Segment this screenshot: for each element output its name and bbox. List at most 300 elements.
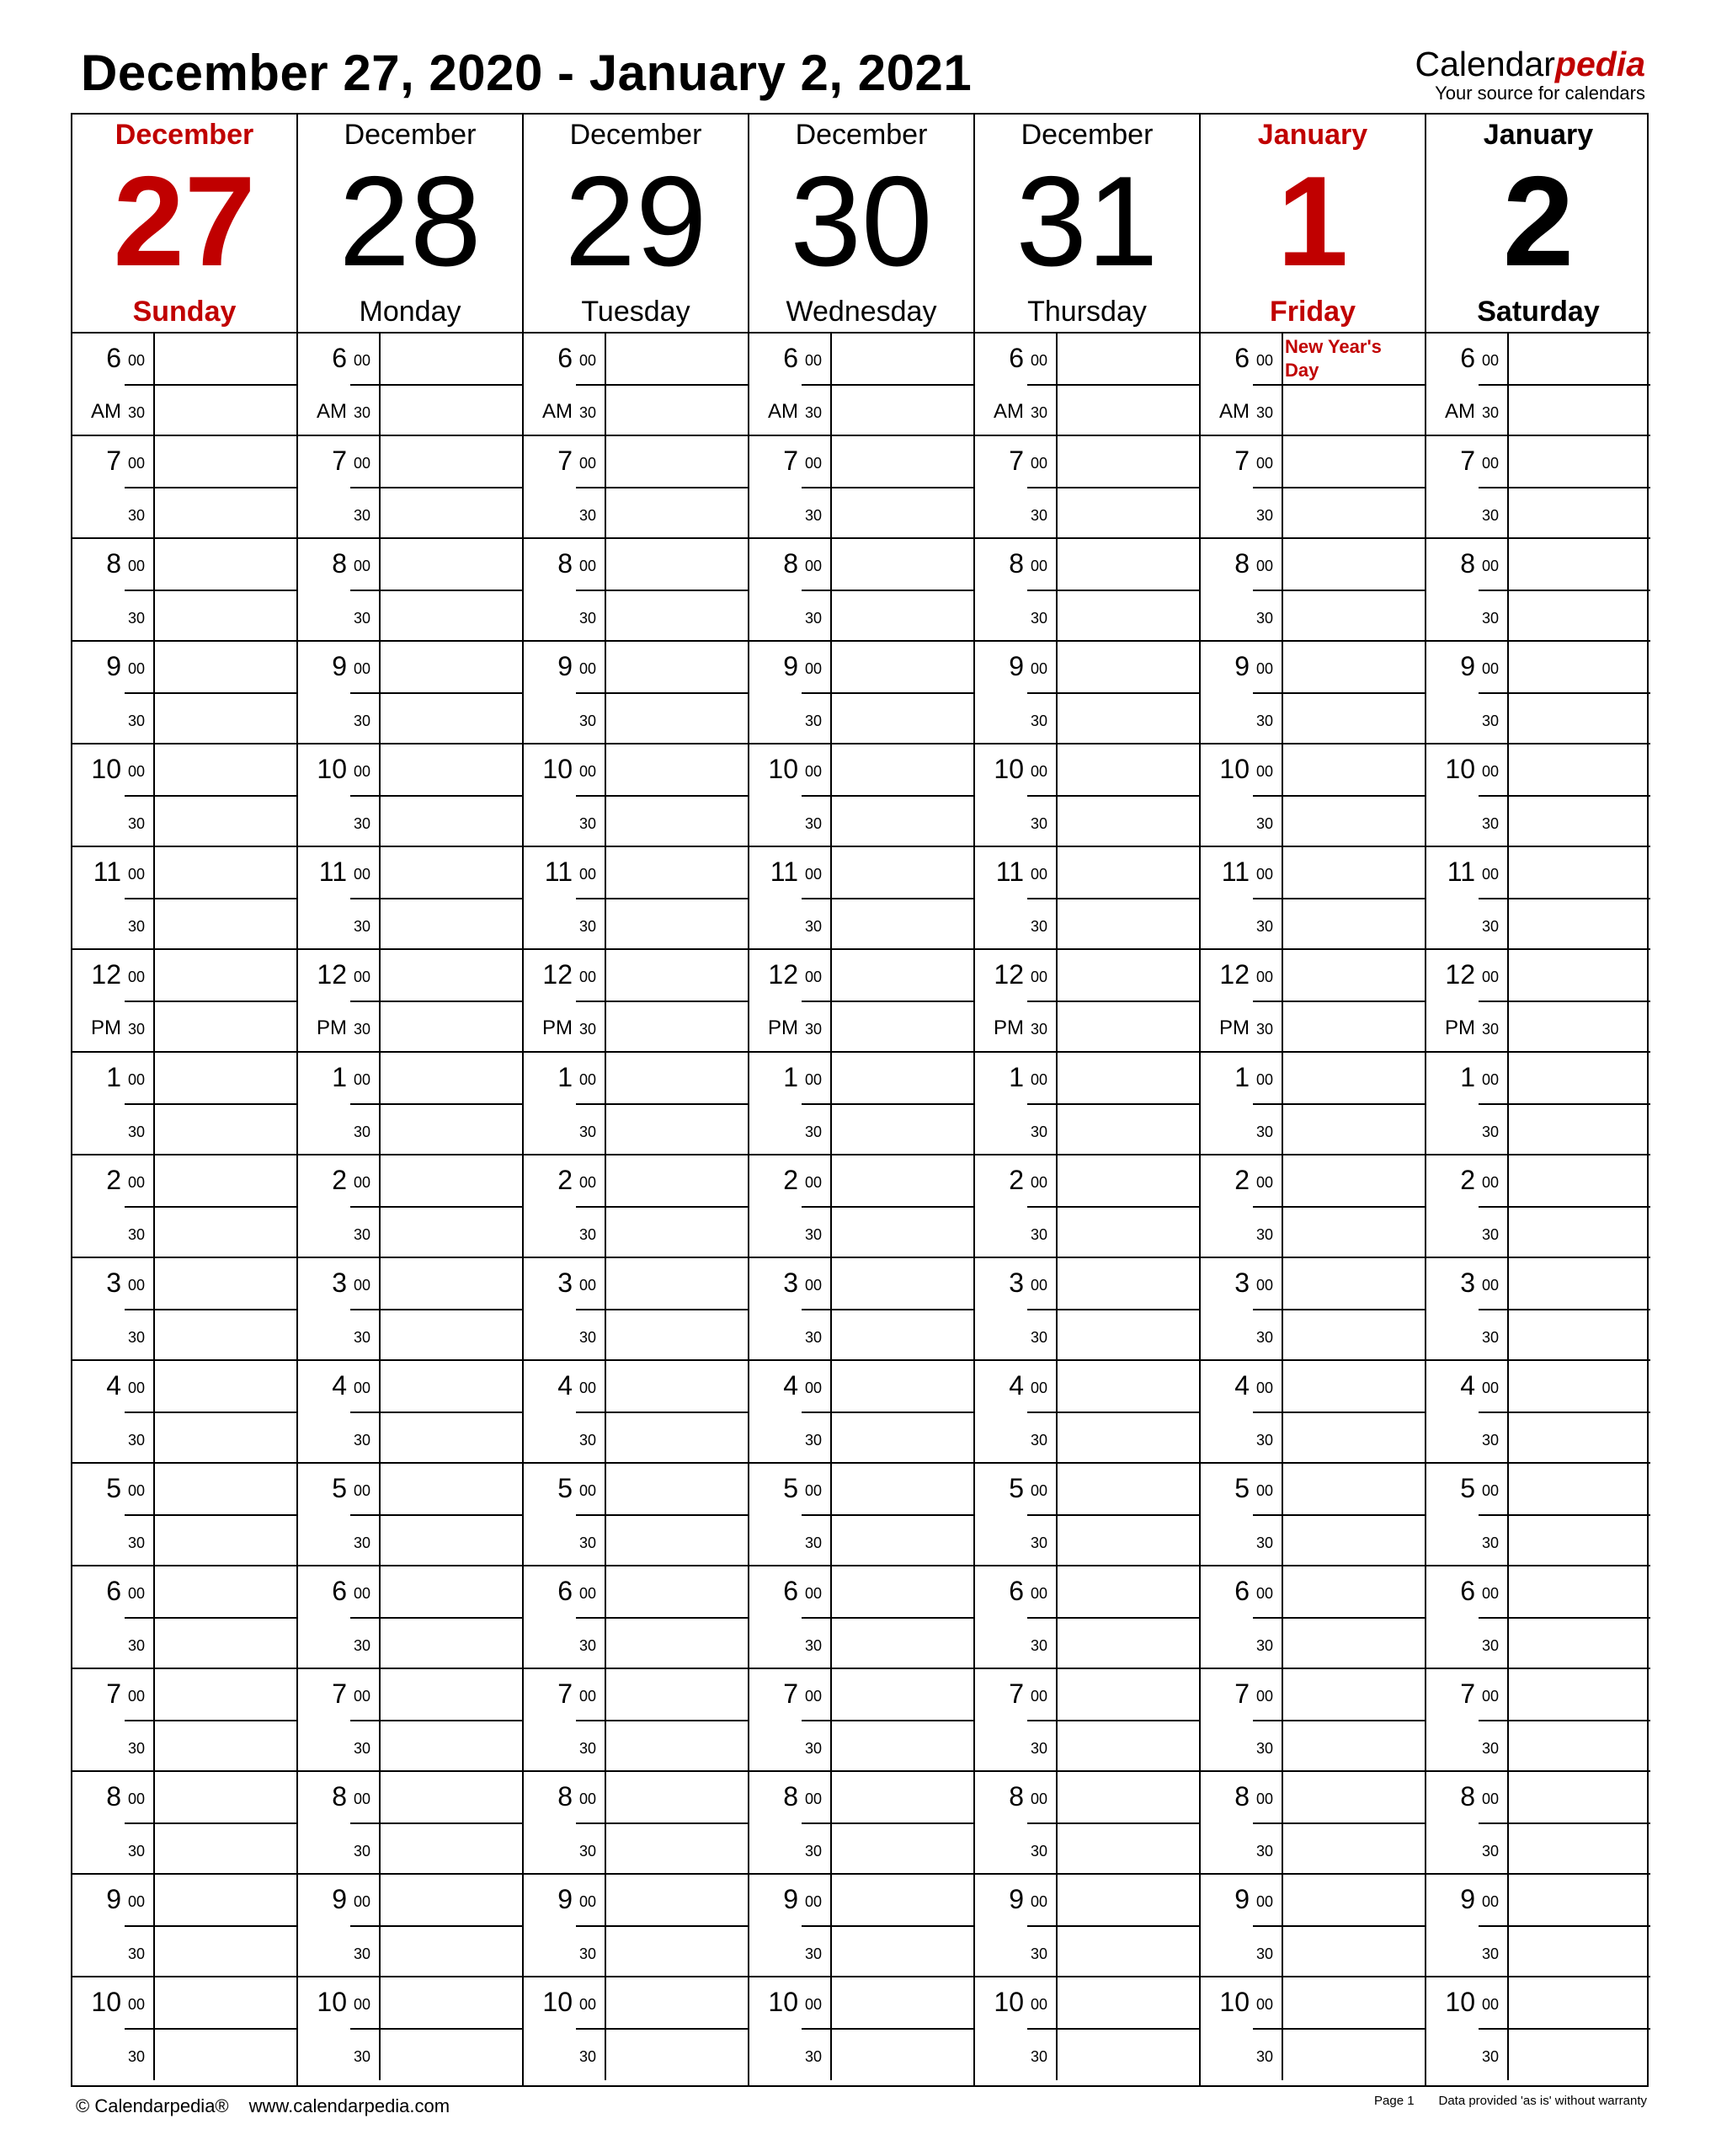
half-hour-divider — [125, 1925, 296, 1927]
hour-label: 8 — [1234, 1781, 1250, 1812]
hour-slot[interactable] — [749, 1669, 973, 1772]
half-hour-divider — [576, 384, 748, 386]
time-column-divider — [605, 1875, 606, 1976]
hour-slot[interactable] — [1201, 1977, 1425, 2080]
time-column-divider — [1056, 642, 1058, 743]
half-hour-divider — [576, 1720, 748, 1721]
hour-label: 9 — [106, 1884, 121, 1914]
hour-slot[interactable] — [524, 847, 748, 950]
time-column-divider — [153, 1258, 155, 1359]
hour-label: 6 — [783, 343, 798, 373]
footer-page-number: Page 1 — [1374, 2094, 1415, 2108]
hour-slot[interactable] — [1201, 1258, 1425, 1361]
hour-slot[interactable] — [749, 642, 973, 744]
hour-slot[interactable] — [524, 1566, 748, 1669]
hour-slot[interactable] — [524, 744, 748, 847]
minute-label-00: 00 — [579, 1174, 597, 1191]
hour-slot[interactable] — [298, 1361, 522, 1464]
time-column-divider — [830, 950, 832, 1051]
day-number: 27 — [113, 150, 256, 293]
half-hour-divider — [576, 898, 748, 899]
hour-label: 10 — [542, 1987, 573, 2017]
minute-label-30: 30 — [805, 815, 823, 832]
time-column-divider — [1056, 1566, 1058, 1668]
day-weekday-label: Monday — [359, 296, 461, 328]
hour-slot[interactable] — [298, 436, 522, 539]
hour-slot[interactable] — [1426, 1258, 1650, 1361]
brand-logo — [1415, 45, 1645, 104]
hour-label: 6 — [332, 343, 347, 373]
hour-slot[interactable] — [72, 847, 296, 950]
half-hour-divider — [350, 1514, 522, 1516]
hour-slot[interactable] — [298, 1875, 522, 1977]
half-hour-divider — [350, 898, 522, 899]
time-column-divider — [1282, 1875, 1283, 1976]
minute-label-30: 30 — [1482, 2048, 1500, 2065]
hour-slot[interactable] — [749, 1464, 973, 1566]
minute-label-00: 00 — [579, 763, 597, 780]
hour-slot[interactable] — [1201, 950, 1425, 1053]
hour-slot[interactable] — [524, 1258, 748, 1361]
minute-label-30: 30 — [1256, 1329, 1274, 1346]
hour-slot[interactable] — [975, 847, 1199, 950]
time-column-divider — [605, 1464, 606, 1565]
time-column-divider — [605, 1772, 606, 1873]
hour-label: 4 — [783, 1370, 798, 1401]
hour-label: 7 — [783, 446, 798, 476]
day-month-label: January — [1257, 119, 1368, 151]
minute-label-00: 00 — [1256, 763, 1274, 780]
minute-label-00: 00 — [354, 352, 371, 369]
hour-slot[interactable] — [1426, 744, 1650, 847]
hour-slot[interactable] — [1426, 1053, 1650, 1155]
minute-label-30: 30 — [579, 1226, 597, 1243]
hour-label: 11 — [93, 857, 121, 887]
hour-slot[interactable] — [749, 847, 973, 950]
half-hour-divider — [802, 487, 973, 488]
hour-slot[interactable] — [975, 334, 1199, 436]
hour-slot[interactable] — [749, 1053, 973, 1155]
hour-slot[interactable] — [72, 436, 296, 539]
hour-slot[interactable] — [975, 1053, 1199, 1155]
time-column-divider — [379, 847, 381, 948]
minute-label-30: 30 — [1482, 1534, 1500, 1551]
minute-label-30: 30 — [128, 1637, 146, 1654]
half-hour-divider — [1479, 590, 1650, 591]
time-column-divider — [153, 1155, 155, 1257]
hour-slot[interactable] — [1201, 1669, 1425, 1772]
time-column-divider — [1282, 744, 1283, 846]
hour-slot[interactable] — [975, 642, 1199, 744]
minute-label-30: 30 — [805, 610, 823, 627]
hour-slot[interactable] — [975, 1464, 1199, 1566]
am-pm-label: PM — [542, 1017, 573, 1039]
hour-slot[interactable] — [72, 1361, 296, 1464]
hour-slot[interactable] — [72, 1875, 296, 1977]
hour-slot[interactable] — [524, 1977, 748, 2080]
hour-slot[interactable] — [975, 539, 1199, 642]
hour-label: 5 — [106, 1473, 121, 1503]
minute-label-30: 30 — [579, 918, 597, 935]
hour-slot[interactable] — [1426, 950, 1650, 1053]
am-pm-label: AM — [994, 400, 1024, 423]
half-hour-divider — [1027, 1001, 1199, 1002]
minute-label-30: 30 — [1031, 1432, 1048, 1449]
hour-label: 2 — [557, 1165, 573, 1195]
hour-slot[interactable] — [72, 642, 296, 744]
hour-slot[interactable] — [72, 334, 296, 436]
hour-slot[interactable] — [72, 950, 296, 1053]
minute-label-30: 30 — [805, 1021, 823, 1038]
hour-slot[interactable] — [749, 1155, 973, 1258]
hour-slot[interactable] — [975, 1772, 1199, 1875]
hour-slot[interactable] — [1201, 1155, 1425, 1258]
hour-label: 7 — [332, 446, 347, 476]
footer-website-link[interactable]: www.calendarpedia.com — [248, 2095, 450, 2116]
hour-slot[interactable] — [1426, 1566, 1650, 1669]
hour-slot[interactable] — [975, 1566, 1199, 1669]
hour-label: 9 — [332, 1884, 347, 1914]
minute-label-30: 30 — [1031, 1329, 1048, 1346]
minute-label-00: 00 — [579, 1482, 597, 1499]
hour-label: 12 — [542, 959, 573, 990]
minute-label-00: 00 — [128, 866, 146, 883]
minute-label-00: 00 — [1256, 1071, 1274, 1088]
hour-slot[interactable] — [72, 1566, 296, 1669]
minute-label-00: 00 — [1482, 1790, 1500, 1807]
hour-slot[interactable] — [1201, 334, 1425, 436]
hour-slot[interactable] — [298, 1053, 522, 1155]
minute-label-00: 00 — [805, 969, 823, 985]
hour-slot[interactable] — [298, 1258, 522, 1361]
hour-slot[interactable] — [72, 1772, 296, 1875]
hour-label: 5 — [1009, 1473, 1024, 1503]
hour-slot[interactable] — [749, 744, 973, 847]
half-hour-divider — [125, 384, 296, 386]
hour-slot[interactable] — [975, 436, 1199, 539]
footer-copyright: © Calendarpedia® — [76, 2095, 229, 2116]
day-weekday-label: Wednesday — [786, 296, 937, 328]
half-hour-divider — [802, 1206, 973, 1208]
hour-slot[interactable] — [72, 1155, 296, 1258]
time-column-divider — [605, 1155, 606, 1257]
minute-label-30: 30 — [354, 1945, 371, 1962]
hour-label: 9 — [783, 1884, 798, 1914]
hour-slot[interactable] — [975, 744, 1199, 847]
hour-slot[interactable] — [1426, 1875, 1650, 1977]
hour-slot[interactable] — [72, 744, 296, 847]
half-hour-divider — [1479, 2028, 1650, 2030]
day-number: 1 — [1276, 150, 1349, 293]
time-column-divider — [830, 1772, 832, 1873]
hour-slot[interactable] — [975, 1669, 1199, 1772]
hour-slot[interactable] — [1426, 1155, 1650, 1258]
minute-label-00: 00 — [1482, 1996, 1500, 2013]
half-hour-divider — [1253, 487, 1425, 488]
half-hour-divider — [1027, 1617, 1199, 1619]
minute-label-00: 00 — [1031, 352, 1048, 369]
day-header — [1201, 115, 1425, 334]
hour-label: 8 — [332, 548, 347, 579]
half-hour-divider — [1253, 1822, 1425, 1824]
hour-slot[interactable] — [1201, 1053, 1425, 1155]
hour-slot[interactable] — [298, 1566, 522, 1669]
time-column-divider — [1056, 1669, 1058, 1770]
hour-slot[interactable] — [1426, 1669, 1650, 1772]
minute-label-00: 00 — [354, 1893, 371, 1910]
time-column-divider — [153, 1772, 155, 1873]
hour-label: 6 — [1234, 343, 1250, 373]
hour-label: 5 — [1234, 1473, 1250, 1503]
half-hour-divider — [1479, 1514, 1650, 1516]
time-column-divider — [1507, 1155, 1509, 1257]
minute-label-30: 30 — [1256, 2048, 1274, 2065]
hour-slot[interactable] — [1201, 1772, 1425, 1875]
hour-slot[interactable] — [72, 1669, 296, 1772]
minute-label-00: 00 — [1482, 1893, 1500, 1910]
minute-label-00: 00 — [1482, 660, 1500, 677]
minute-label-00: 00 — [354, 763, 371, 780]
hour-slot[interactable] — [298, 334, 522, 436]
hour-slot[interactable] — [749, 539, 973, 642]
time-column-divider — [1507, 642, 1509, 743]
am-pm-label: PM — [768, 1017, 798, 1039]
hour-label: 8 — [783, 1781, 798, 1812]
minute-label-30: 30 — [579, 1021, 597, 1038]
hour-slot[interactable] — [1201, 436, 1425, 539]
minute-label-30: 30 — [1031, 1637, 1048, 1654]
minute-label-00: 00 — [1031, 1996, 1048, 2013]
hour-slot[interactable] — [749, 1566, 973, 1669]
minute-label-30: 30 — [128, 918, 146, 935]
minute-label-30: 30 — [1031, 712, 1048, 729]
hour-slot[interactable] — [298, 1977, 522, 2080]
minute-label-00: 00 — [579, 1277, 597, 1294]
hour-slot[interactable] — [524, 1155, 748, 1258]
time-column-divider — [1056, 1977, 1058, 2080]
day-column — [749, 115, 975, 2085]
hour-slot[interactable] — [298, 744, 522, 847]
time-column-divider — [1507, 1361, 1509, 1462]
hour-slot[interactable] — [749, 1361, 973, 1464]
hour-slot[interactable] — [1201, 744, 1425, 847]
hour-slot[interactable] — [298, 950, 522, 1053]
hour-label: 7 — [1234, 446, 1250, 476]
minute-label-00: 00 — [805, 1174, 823, 1191]
minute-label-30: 30 — [805, 1843, 823, 1860]
minute-label-00: 00 — [579, 969, 597, 985]
minute-label-00: 00 — [1256, 1482, 1274, 1499]
hour-slot[interactable] — [749, 1258, 973, 1361]
time-column-divider — [830, 1464, 832, 1565]
minute-label-00: 00 — [579, 1790, 597, 1807]
minute-label-00: 00 — [128, 1380, 146, 1396]
time-column-divider — [379, 642, 381, 743]
time-column-divider — [379, 1669, 381, 1770]
hour-label: 6 — [1009, 343, 1024, 373]
hour-slot[interactable] — [1201, 1464, 1425, 1566]
hour-slot[interactable] — [749, 1875, 973, 1977]
hour-slot[interactable] — [298, 1772, 522, 1875]
hour-slot[interactable] — [1426, 1464, 1650, 1566]
footer-disclaimer: Data provided 'as is' without warranty — [1438, 2094, 1647, 2108]
minute-label-30: 30 — [579, 610, 597, 627]
hour-label: 7 — [332, 1678, 347, 1709]
hour-slot[interactable] — [1426, 1977, 1650, 2080]
hour-slot[interactable] — [975, 1361, 1199, 1464]
hour-slot[interactable] — [1201, 1875, 1425, 1977]
hour-slot[interactable] — [749, 436, 973, 539]
time-column-divider — [153, 334, 155, 435]
time-column-divider — [830, 1977, 832, 2080]
hour-slot[interactable] — [1201, 539, 1425, 642]
minute-label-00: 00 — [128, 1893, 146, 1910]
hour-label: 11 — [995, 857, 1024, 887]
time-column-divider — [1056, 436, 1058, 537]
half-hour-divider — [1253, 1103, 1425, 1105]
minute-label-00: 00 — [128, 763, 146, 780]
hour-slot[interactable] — [524, 334, 748, 436]
hour-slot[interactable] — [524, 1464, 748, 1566]
hour-slot[interactable] — [298, 1669, 522, 1772]
time-column-divider — [605, 1566, 606, 1668]
time-column-divider — [1056, 744, 1058, 846]
time-column-divider — [605, 1258, 606, 1359]
minute-label-00: 00 — [128, 1277, 146, 1294]
hour-label: 9 — [332, 651, 347, 681]
half-hour-divider — [1027, 1925, 1199, 1927]
hour-label: 4 — [1234, 1370, 1250, 1401]
minute-label-00: 00 — [354, 1071, 371, 1088]
hour-slot[interactable] — [1201, 642, 1425, 744]
hour-slot[interactable] — [1426, 847, 1650, 950]
hour-slot[interactable] — [975, 1155, 1199, 1258]
time-column-divider — [1282, 539, 1283, 640]
minute-label-00: 00 — [1031, 558, 1048, 574]
day-column — [1201, 115, 1426, 2085]
day-header — [749, 115, 973, 334]
time-column-divider — [379, 334, 381, 435]
hour-slot[interactable] — [524, 1053, 748, 1155]
minute-label-00: 00 — [128, 455, 146, 472]
hour-slot[interactable] — [1426, 1772, 1650, 1875]
half-hour-divider — [1027, 1720, 1199, 1721]
hour-slot[interactable] — [524, 1772, 748, 1875]
hour-slot[interactable] — [72, 1464, 296, 1566]
hour-slot[interactable] — [298, 1155, 522, 1258]
hour-label: 2 — [1009, 1165, 1024, 1195]
hour-slot[interactable] — [1201, 847, 1425, 950]
hour-label: 8 — [1460, 548, 1475, 579]
time-column-divider — [830, 642, 832, 743]
minute-label-30: 30 — [805, 1329, 823, 1346]
hour-slot[interactable] — [524, 436, 748, 539]
minute-label-30: 30 — [354, 1021, 371, 1038]
day-number: 2 — [1502, 150, 1575, 293]
hour-slot[interactable] — [975, 1875, 1199, 1977]
hour-slot[interactable] — [72, 539, 296, 642]
hour-slot[interactable] — [524, 1361, 748, 1464]
hour-slot[interactable] — [524, 642, 748, 744]
minute-label-30: 30 — [579, 1843, 597, 1860]
half-hour-divider — [350, 1925, 522, 1927]
half-hour-divider — [1027, 2028, 1199, 2030]
minute-label-30: 30 — [128, 1534, 146, 1551]
minute-label-30: 30 — [1256, 507, 1274, 524]
minute-label-00: 00 — [1256, 1688, 1274, 1705]
half-hour-divider — [1479, 795, 1650, 797]
time-column-divider — [1282, 950, 1283, 1051]
minute-label-30: 30 — [354, 1843, 371, 1860]
hour-slot[interactable] — [298, 642, 522, 744]
hour-slot[interactable] — [524, 950, 748, 1053]
hour-slot[interactable] — [298, 539, 522, 642]
hour-slot[interactable] — [749, 950, 973, 1053]
hour-slot[interactable] — [1426, 539, 1650, 642]
hour-slot[interactable] — [524, 539, 748, 642]
hour-label: 7 — [1009, 1678, 1024, 1709]
hour-slot[interactable] — [298, 1464, 522, 1566]
hour-label: 8 — [1234, 548, 1250, 579]
time-column-divider — [605, 539, 606, 640]
day-weekday-label: Sunday — [132, 296, 237, 328]
hour-label: 10 — [994, 1987, 1024, 2017]
time-column-divider — [1056, 950, 1058, 1051]
hour-label: 8 — [1009, 548, 1024, 579]
hour-slot[interactable] — [1426, 334, 1650, 436]
minute-label-30: 30 — [1482, 610, 1500, 627]
hour-slot[interactable] — [975, 1258, 1199, 1361]
hour-slot[interactable] — [749, 334, 973, 436]
time-column-divider — [1056, 1875, 1058, 1976]
half-hour-divider — [1027, 692, 1199, 694]
minute-label-00: 00 — [1031, 455, 1048, 472]
minute-label-00: 00 — [805, 1585, 823, 1602]
hour-slot[interactable] — [1426, 436, 1650, 539]
half-hour-divider — [350, 1412, 522, 1413]
hour-slot[interactable] — [72, 1053, 296, 1155]
minute-label-00: 00 — [1482, 763, 1500, 780]
minute-label-30: 30 — [1482, 1637, 1500, 1654]
hour-slot[interactable] — [524, 1875, 748, 1977]
hour-slot[interactable] — [1426, 642, 1650, 744]
hour-slot[interactable] — [975, 950, 1199, 1053]
hour-slot[interactable] — [524, 1669, 748, 1772]
half-hour-divider — [1479, 1206, 1650, 1208]
day-header — [298, 115, 522, 334]
hour-label: 7 — [1009, 446, 1024, 476]
minute-label-30: 30 — [128, 2048, 146, 2065]
minute-label-30: 30 — [128, 1945, 146, 1962]
hour-slot[interactable] — [1201, 1566, 1425, 1669]
hour-slot[interactable] — [72, 1977, 296, 2080]
half-hour-divider — [802, 1309, 973, 1310]
hour-slot[interactable] — [298, 847, 522, 950]
hour-slot[interactable] — [975, 1977, 1199, 2080]
minute-label-00: 00 — [1031, 1482, 1048, 1499]
hour-slot[interactable] — [1201, 1361, 1425, 1464]
hour-slot[interactable] — [749, 1977, 973, 2080]
minute-label-00: 00 — [354, 660, 371, 677]
hour-slot[interactable] — [72, 1258, 296, 1361]
hour-slot[interactable] — [749, 1772, 973, 1875]
hour-slot[interactable] — [1426, 1361, 1650, 1464]
half-hour-divider — [576, 1309, 748, 1310]
time-column-divider — [830, 847, 832, 948]
half-hour-divider — [802, 692, 973, 694]
half-hour-divider — [125, 2028, 296, 2030]
time-column-divider — [153, 1875, 155, 1976]
